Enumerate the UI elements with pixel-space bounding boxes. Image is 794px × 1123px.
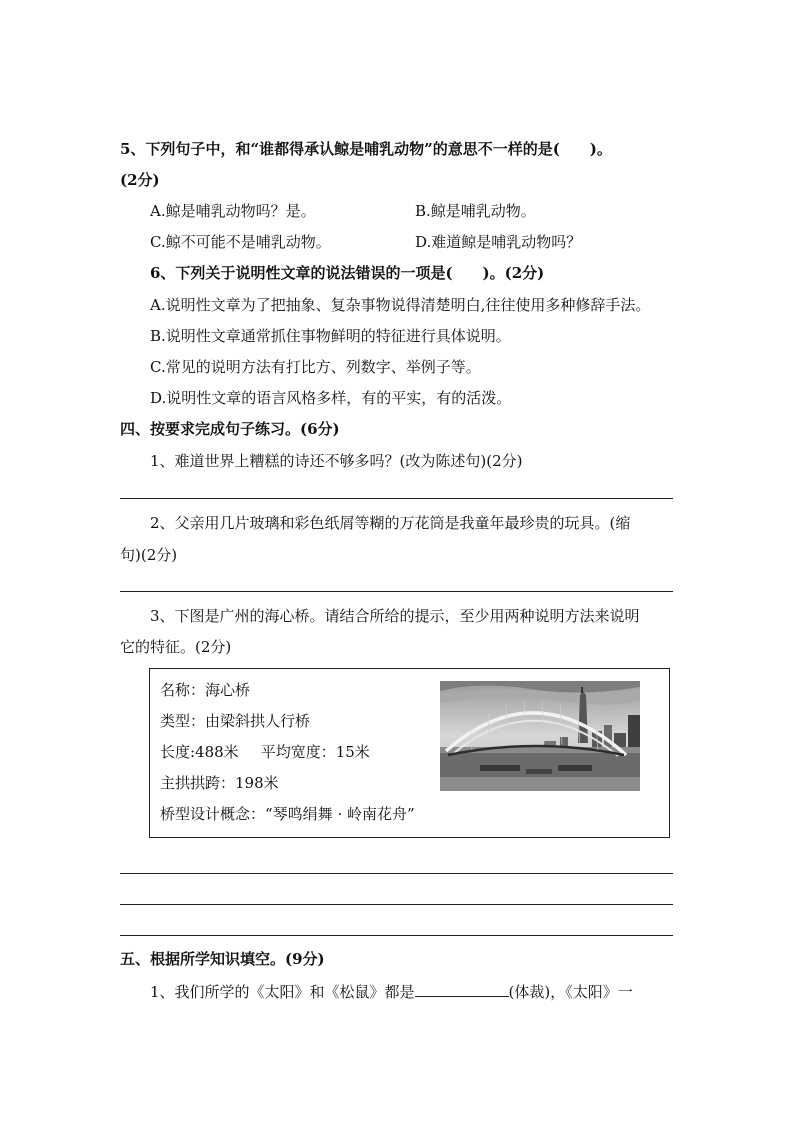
q6-option-d: D.说明性文章的语言风格多样，有的平实，有的活泼。 [150, 389, 512, 407]
section4-q2-line2: 句)(2分) [120, 546, 178, 564]
bridge-concept: 桥型设计概念：“琴鸣绢舞 · 岭南花舟” [160, 805, 415, 823]
q6-option-b: B.说明性文章通常抓住事物鲜明的特征进行具体说明。 [150, 327, 511, 345]
q6-option-a: A.说明性文章为了把抽象、复杂事物说得清楚明白,往往使用多种修辞手法。 [150, 296, 651, 314]
bridge-width: 平均宽度：15米 [260, 743, 370, 761]
q5-option-b: B.鲸是哺乳动物。 [415, 202, 536, 220]
q5-option-a: A.鲸是哺乳动物吗？是。 [150, 202, 316, 220]
q5-option-c: C.鲸不可能不是哺乳动物。 [150, 233, 331, 251]
bridge-length-width [160, 741, 370, 763]
answer-line[interactable] [120, 935, 673, 936]
bridge-info-box [149, 668, 670, 838]
bridge-type: 类型：由梁斜拱人行桥 [160, 712, 311, 730]
q5-line2: (2分) [120, 171, 160, 189]
fill-blank[interactable] [415, 980, 509, 997]
answer-line[interactable] [120, 591, 673, 592]
section4-q1: 1、难道世界上糟糕的诗还不够多吗？(改为陈述句)(2分) [150, 452, 523, 470]
section4-q3-line2: 它的特征。(2分) [120, 638, 232, 656]
q6-option-c: C.常见的说明方法有打比方、列数字、举例子等。 [150, 358, 481, 376]
section4-q2-line1: 2、父亲用几片玻璃和彩色纸屑等糊的万花筒是我童年最珍贵的玩具。(缩 [150, 514, 631, 532]
q6-title: 6、下列关于说明性文章的说法错误的一项是( )。(2分) [150, 264, 545, 282]
bridge-photo-image [440, 681, 640, 791]
bridge-photo [440, 681, 640, 791]
answer-line[interactable] [120, 873, 673, 874]
section5-q1-text: 1、我们所学的《太阳》和《松鼠》都是 [150, 983, 415, 1001]
section5-heading: 五、根据所学知识填空。(9分) [120, 950, 325, 968]
q5-option-d: D.难道鲸是哺乳动物吗？ [415, 233, 582, 251]
section4-q3-line1: 3、下图是广州的海心桥。请结合所给的提示，至少用两种说明方法来说明 [150, 607, 640, 625]
bridge-span: 主拱拱跨：198米 [160, 774, 279, 792]
answer-line[interactable] [120, 498, 673, 499]
bridge-length: 长度:488米 [160, 743, 239, 761]
section4-heading: 四、按要求完成句子练习。(6分) [120, 420, 340, 438]
q5-line1: 5、下列句子中，和“谁都得承认鲸是哺乳动物”的意思不一样的是( )。 [120, 140, 612, 158]
answer-line[interactable] [120, 904, 673, 905]
bridge-name: 名称：海心桥 [160, 681, 251, 699]
section5-q1 [150, 980, 633, 1003]
section5-q1-text-after: (体裁)，《太阳》一 [508, 983, 633, 1001]
